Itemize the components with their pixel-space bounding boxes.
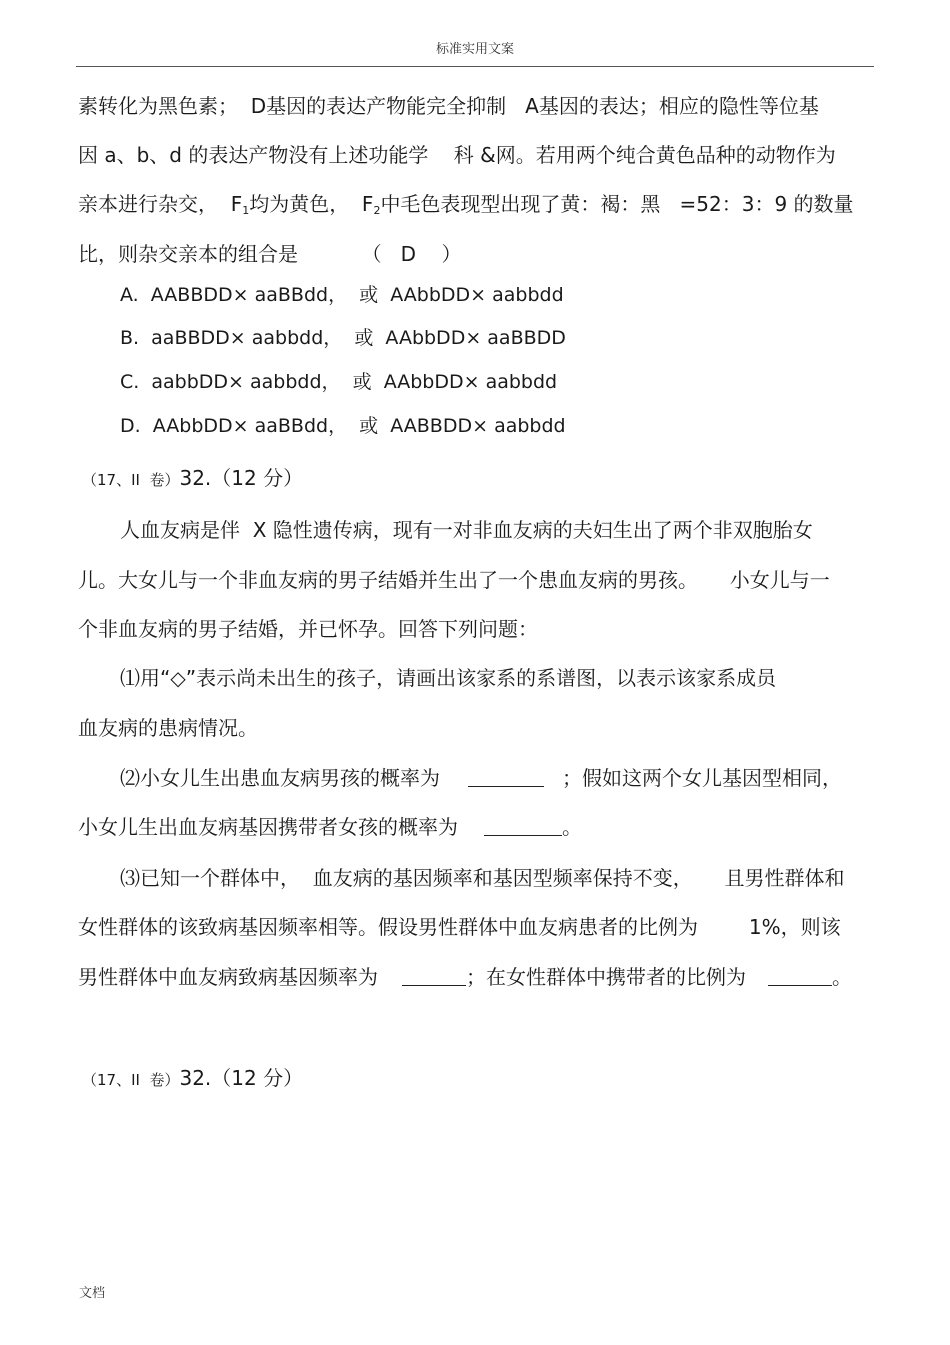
page-footer: 文档	[79, 1286, 106, 1301]
f2-subscript: 2	[373, 204, 381, 217]
q2-text-c: 小女儿生出血友病基因携带者女孩的概率为	[78, 815, 458, 839]
subquestion-3-line-2: 女性群体的该致病基因频率相等。假设男性群体中血友病患者的比例为 1%，则该	[78, 915, 841, 939]
question-source-repeat: （17、	[82, 1071, 132, 1089]
answer-blank-4[interactable]	[768, 967, 832, 986]
q2-text-a: ⑵小女儿生出患血友病男孩的概率为	[120, 766, 440, 790]
subquestion-1-line-2: 血友病的患病情况。	[78, 716, 258, 740]
option-d: D. AAbbDD× aaBBdd， 或 AABBDD× aabbdd	[120, 415, 566, 437]
f1-subscript: 1	[242, 204, 250, 217]
question-number: 32.（12 分）	[179, 466, 304, 490]
line3-part2: 均为黄色， F	[249, 192, 374, 216]
question-source: （17、	[82, 471, 132, 489]
question-number-repeat: 32.（12 分）	[179, 1066, 304, 1090]
q2-text-b: ；假如这两个女儿基因型相同，	[562, 766, 842, 790]
answer-blank-2[interactable]	[484, 817, 562, 836]
answer-blank-1[interactable]	[468, 768, 544, 787]
question-32-label-repeat	[82, 1066, 303, 1092]
option-b: B. aaBBDD× aabbdd， 或 AAbbDD× aaBBDD	[120, 327, 566, 349]
question-volume: II 卷）	[131, 471, 180, 489]
subquestion-2-line-2	[78, 815, 582, 839]
option-c: C. aabbDD× aabbdd， 或 AAbbDD× aabbdd	[120, 371, 558, 393]
page-header: 标准实用文案	[435, 42, 514, 57]
prev-question-line-4: 比，则杂交亲本的组合是 （ D ）	[78, 242, 462, 266]
q3-text-c: 。	[832, 965, 852, 989]
line3-part3: 中毛色表现型出现了黄：褐：黑 =52：3：9 的数量	[380, 192, 854, 216]
q3-text-a: 男性群体中血友病致病基因频率为	[78, 965, 378, 989]
prev-question-line-1: 素转化为黑色素； D基因的表达产物能完全抑制 A基因的表达；相应的隐性等位基	[78, 94, 819, 118]
prev-question-line-3	[78, 192, 854, 223]
prev-question-line-2: 因 a、b、d 的表达产物没有上述功能学 科 &网。若用两个纯合黄色品种的动物作为	[78, 143, 836, 167]
question-volume-repeat: II 卷）	[131, 1071, 180, 1089]
subquestion-2-line-1	[120, 766, 842, 790]
line3-part1: 亲本进行杂交， F	[78, 192, 243, 216]
stem-line-2: 儿。大女儿与一个非血友病的男子结婚并生出了一个患血友病的男孩。 小女儿与一	[78, 568, 830, 592]
subquestion-3-line-1: ⑶已知一个群体中， 血友病的基因频率和基因型频率保持不变， 且男性群体和	[120, 866, 845, 890]
option-a: A. AABBDD× aaBBdd， 或 AAbbDD× aabbdd	[120, 284, 564, 306]
answer-blank-3[interactable]	[402, 967, 466, 986]
q2-text-d: 。	[562, 815, 582, 839]
stem-line-3: 个非血友病的男子结婚，并已怀孕。回答下列问题：	[78, 617, 538, 641]
q3-text-b: ；在女性群体中携带者的比例为	[466, 965, 746, 989]
stem-line-1: 人血友病是伴 X 隐性遗传病，现有一对非血友病的夫妇生出了两个非双胞胎女	[120, 518, 813, 542]
header-divider	[76, 66, 874, 67]
subquestion-3-line-3	[78, 965, 852, 989]
question-32-label	[82, 466, 303, 492]
subquestion-1-line-1: ⑴用“◇”表示尚未出生的孩子，请画出该家系的系谱图，以表示该家系成员	[120, 666, 777, 690]
